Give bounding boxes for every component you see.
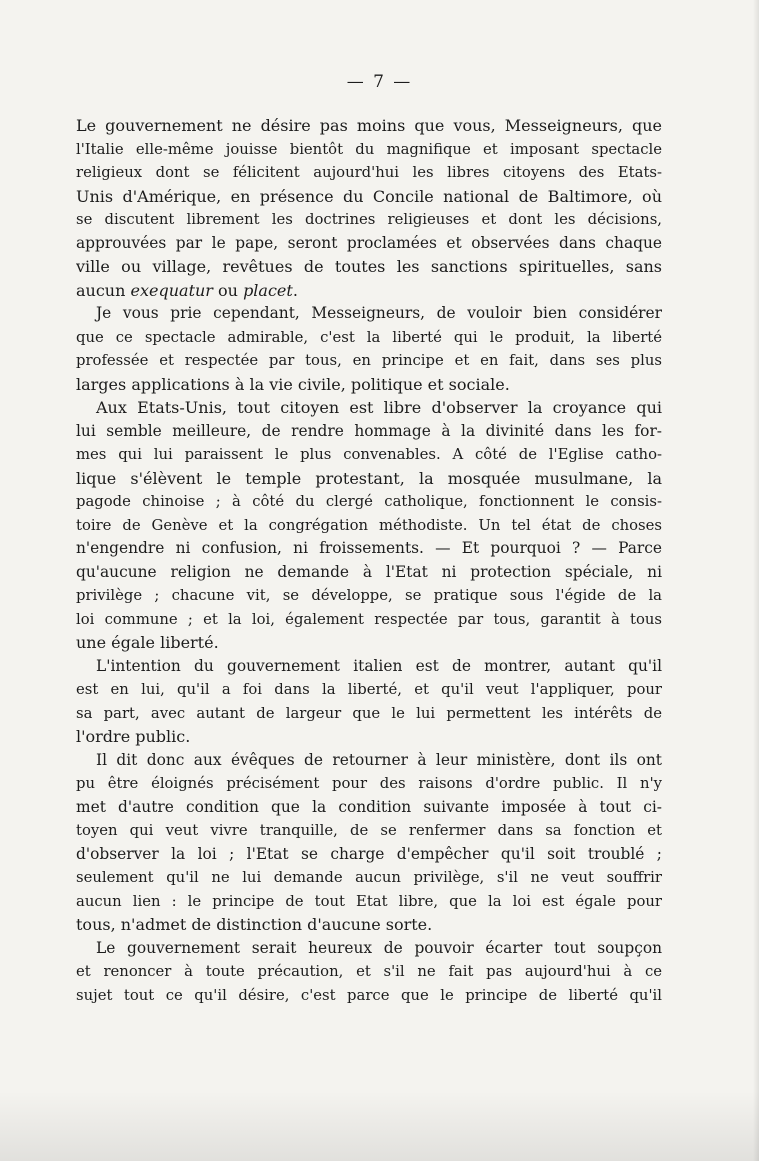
text-line: l'ordre public.: [76, 727, 191, 746]
text-line: est en lui, qu'il a foi dans la liberté, et qu'il veut l'appliquer, pour: [76, 681, 662, 698]
text-line: sujet tout ce qu'il désire, c'est parce que le principe de liberté qu'il: [76, 986, 662, 1004]
text-segment: .: [292, 280, 298, 300]
text-segment: ou: [212, 280, 244, 300]
page-edge-shadow: [753, 0, 759, 1161]
text-line: que ce spectacle admirable, c'est la liberté qui le produit, la liberté: [76, 328, 662, 346]
text-line: ville ou village, revêtues de toutes les sanctions spirituelles, sans: [76, 257, 662, 276]
text-line: religieux dont se félicitent aujourd'hui les libres citoyens des Etats-: [76, 164, 662, 181]
text-line: sa part, avec autant de largeur que le lui permettent les intérêts de: [76, 704, 662, 722]
page-number: — 7 —: [346, 72, 413, 92]
text-line: approuvées par le pape, seront proclamées et observées dans chaque: [76, 233, 662, 252]
text-line: mes qui lui paraissent le plus convenables. A côté de l'Eglise catho-: [76, 446, 662, 463]
text-line: toire de Genève et la congrégation méthodiste. Un tel état de choses: [76, 516, 662, 534]
text-line: d'observer la loi ; l'Etat se charge d'empêcher qu'il soit troublé ;: [76, 844, 662, 863]
text-line: loi commune ; et la loi, également respectée par tous, garantit à tous: [76, 610, 662, 628]
paragraph-start-line: Le gouvernement serait heureux de pouvoir écarter tout soupçon: [96, 938, 662, 957]
text-line: Le gouvernement ne désire pas moins que vous, Messeigneurs, que: [76, 116, 662, 135]
text-line: toyen qui veut vivre tranquille, de se renfermer dans sa fonction et: [76, 822, 662, 839]
text-line: lui semble meilleure, de rendre hommage à la divinité dans les for-: [76, 421, 662, 440]
text-line: qu'aucune religion ne demande à l'Etat ni protection spéciale, ni: [76, 562, 662, 581]
text-line: tous, n'admet de distinction d'aucune sorte.: [76, 915, 433, 934]
text-line: professée et respectée par tous, en principe et en fait, dans ses plus: [76, 352, 662, 369]
paragraph-start-line: Il dit donc aux évêques de retourner à leur ministère, dont ils ont: [96, 750, 662, 769]
page-bottom-wear: [0, 1091, 759, 1161]
text-segment: aucun: [76, 280, 126, 300]
text-line: pu être éloignés précisément pour des raisons d'ordre public. Il n'y: [76, 775, 662, 792]
text-line: seulement qu'il ne lui demande aucun privilège, s'il ne veut souffrir: [76, 869, 662, 886]
text-line: lique s'élèvent le temple protestant, la mosquée musulmane, la: [76, 468, 662, 488]
italic-term-exequatur: exequatur: [130, 280, 213, 300]
paragraph-start-line: L'intention du gouvernement italien est de montrer, autant qu'il: [96, 656, 662, 675]
text-line: se discutent librement les doctrines religieuses et dont les décisions,: [76, 211, 662, 228]
text-line: privilège ; chacune vit, se développe, se pratique sous l'égide de la: [76, 587, 662, 604]
paragraph-start-line: Je vous prie cependant, Messeigneurs, de vouloir bien considérer: [96, 304, 662, 322]
text-line-with-italics: [76, 279, 662, 303]
text-line: Unis d'Amérique, en présence du Concile national de Baltimore, où: [76, 186, 662, 206]
text-line: et renoncer à toute précaution, et s'il ne fait pas aujourd'hui à ce: [76, 963, 662, 980]
text-line: l'Italie elle-même jouisse bientôt du magnifique et imposant spectacle: [76, 140, 662, 158]
text-line: n'engendre ni confusion, ni froissements. — Et pourquoi ? — Parce: [76, 539, 662, 557]
body-text: [76, 114, 662, 1007]
italic-term-placet: placet: [243, 280, 293, 300]
text-line: aucun lien : le principe de tout Etat libre, que la loi est égale pour: [76, 892, 662, 910]
text-line: larges applications à la vie civile, politique et sociale.: [76, 374, 510, 394]
paragraph-start-line: Aux Etats-Unis, tout citoyen est libre d'observer la croyance qui: [96, 398, 662, 417]
text-line: pagode chinoise ; à côté du clergé catholique, fonctionnent le consis-: [76, 493, 662, 510]
text-line: met d'autre condition que la condition suivante imposée à tout ci-: [76, 797, 662, 816]
text-line: une égale liberté.: [76, 633, 219, 652]
